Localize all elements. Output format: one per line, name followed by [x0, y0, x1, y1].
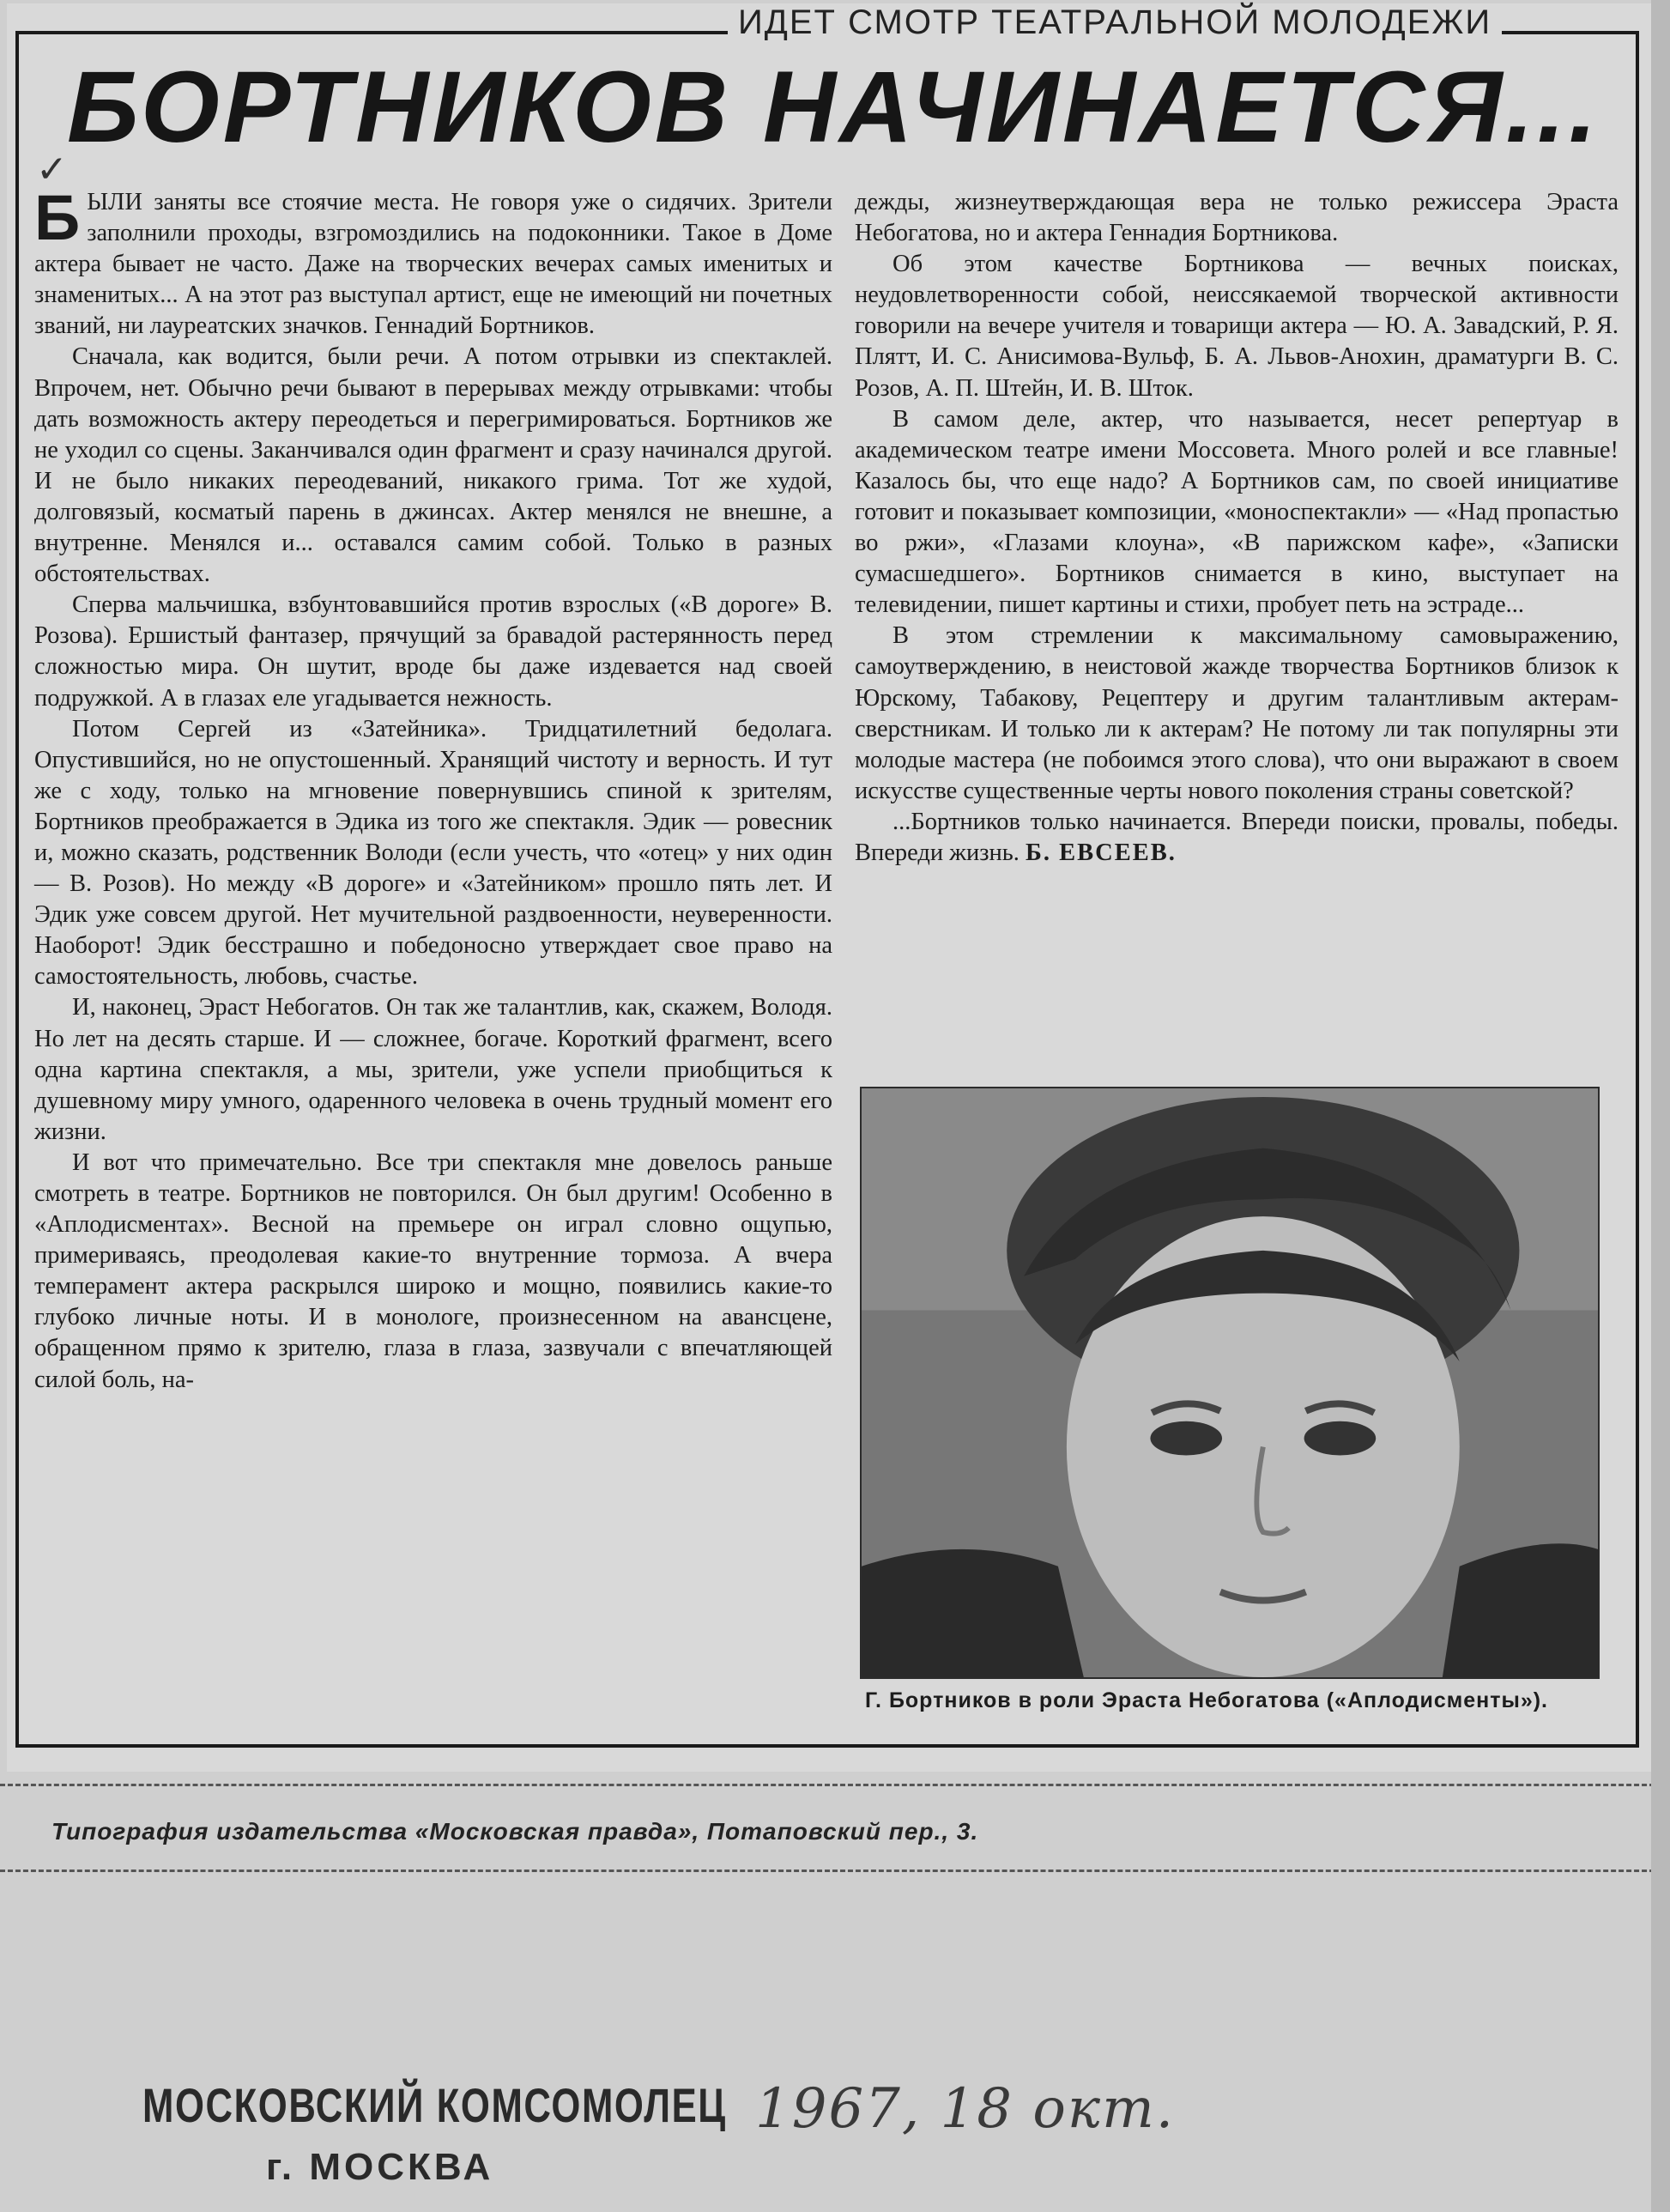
- photo-caption: Г. Бортников в роли Эраста Небогатова («Аплодисменты»).: [865, 1688, 1549, 1712]
- paragraph: В этом стремлении к максимальному самовыражению, самоутверждению, в неистовой жажде творчества Бортников близок к Юрскому, Табакову, Рецептеру и другим талантливым актерам-сверстникам. И только ли к актерам? Не потому ли так популярны эти молодые мастера (не побоимся этого слова), что они выражают в своем искусстве существенные черты нового поколения страны советской?: [855, 622, 1619, 804]
- headline: БОРТНИКОВ НАЧИНАЕТСЯ...: [67, 51, 1600, 164]
- cut-line: [0, 1784, 1670, 1786]
- paragraph: И вот что примечательно. Все три спектакля мне довелось раньше смотреть в театре. Бортников не повторился. Он был другим! Особенно в «Аплодисментах». Весной на премьере он играл словно ощупью, примериваясь, преодолевая какие-то внутренние тормоза. А вчера темперамент актера раскрылся широко и мощно, появились какие-то глубоко личные ноты. И в монологе, произнесенном на авансцене, обращенном прямо к зрителю, глаза в глаза, зазвучали с впечатляющей силой боль, на-: [34, 1148, 832, 1393]
- paragraph: И, наконец, Эраст Небогатов. Он так же талантлив, как, скажем, Володя. Но лет на десять старше. И — сложнее, богаче. Короткий фрагмент, всего одна картина спектакля, а мы, зрители, уже успели приобщиться к душевному миру умного, одаренного человека в очень трудный момент его жизни.: [34, 994, 832, 1145]
- paragraph: Потом Сергей из «Затейника». Тридцатилетний бедолага. Опустившийся, но не опустошенный. Хранящий чистоту и верность. И тут же с ходу, только на мгновение повернувшись спиной к зрителям, Бортников преображается в Эдика из того же спектакля. Эдик — ровесник и, можно сказать, родственник Володи (если учесть, что «отец» у них один — В. Розов). Но между «В дороге» и «Затейником» прошло пять лет. И Эдик уже совсем другой. Нет мучительной раздвоенности, неуверенности. Наоборот! Эдик бесстрашно и победоносно утверждает свое право на самостоятельность, любовь, счастье.: [34, 715, 832, 991]
- article-column-1: [34, 182, 832, 1396]
- closing-paragraph: ...Бортников только начинается. Впереди поиски, провалы, победы. Впереди жизнь. Б. ЕВСЕЕВ.: [855, 808, 1619, 866]
- paragraph: БЫЛИ заняты все стоячие места. Не говоря уже о сидячих. Зрители заполнили проходы, взгромоздились на подоконники. Такое в Доме актера бывает не часто. Даже на творческих вечерах самых именитых и знаменитых... А на этот раз выступал артист, еще не имеющий ни почетных званий, ни лауреатских значков. Геннадий Бортников.: [34, 182, 832, 340]
- handwritten-date: 1967, 18 окт.: [755, 2077, 1176, 2141]
- paragraph: В самом деле, актер, что называется, несет репертуар в академическом театре имени Моссовета. Много ролей и все главные! Казалось бы, что еще надо? А Бортников сам, по своей инициативе готовит и показывает композиции, «моноспектакли» — «Над пропастью во ржи», «Глазами клоуна», «В парижском кафе», «Записки сумасшедшего». Бортников снимается в кино, выступает на телевидении, пишет картины и стихи, пробует петь на эстраде...: [855, 405, 1619, 619]
- paragraph: Сначала, как водится, были речи. А потом отрывки из спектаклей. Впрочем, нет. Обычно речи бывают в перерывах между отрывками: чтобы дать возможность актеру переодеться и перегримироваться. Бортников же не уходил со сцены. Заканчивался один фрагмент и сразу начинался другой. И не было никаких переодеваний, никакого грима. Тот же худой, долговязый, косматый парень в джинсах. Актер менялся не внешне, а внутренне. Менялся и... оставался самим собой. Только в разных обстоятельствах.: [34, 343, 832, 588]
- author-byline: Б. ЕВСЕЕВ.: [1026, 839, 1177, 866]
- sheet-edge: [1651, 0, 1670, 2212]
- paragraph: Об этом качестве Бортникова — вечных поисках, неудовлетворенности собой, неиссякаемой творческой активности говорили на вечере учителя и товарищи актера — Ю. А. Завадский, Р. Я. Плятт, И. С. Анисимова-Вульф, Б. А. Львов-Анохин, драматурги В. С. Розов, А. П. Штейн, И. В. Шток.: [855, 251, 1619, 402]
- newspaper-stamp: МОСКОВСКИЙ КОМСОМОЛЕЦ: [142, 2078, 727, 2132]
- kicker-line: ИДЕТ СМОТР ТЕАТРАЛЬНОЙ МОЛОДЕЖИ: [728, 3, 1502, 42]
- checkmark-icon: ✓: [36, 148, 68, 191]
- cut-line: [0, 1870, 1670, 1872]
- stamp-city: г. МОСКВА: [266, 2146, 494, 2188]
- paragraph: дежды, жизнеутверждающая вера не только режиссера Эраста Небогатова, но и актера Геннадия Бортникова.: [855, 189, 1619, 247]
- newspaper-clipping: [7, 3, 1651, 1772]
- drop-cap: Б: [34, 182, 81, 253]
- portrait-photo: [860, 1087, 1600, 1679]
- paragraph: Сперва мальчишка, взбунтовавшийся против взрослых («В дороге» В. Розова). Ершистый фантазер, прячущий за бравадой растерянность перед сложностью мира. Он шутит, вроде бы даже издевается над своей подружкой. А в глазах еле угадывается нежность.: [34, 591, 832, 712]
- printer-imprint: Типография издательства «Московская правда», Потаповский пер., 3.: [51, 1818, 979, 1845]
- article-column-2: [855, 187, 1619, 869]
